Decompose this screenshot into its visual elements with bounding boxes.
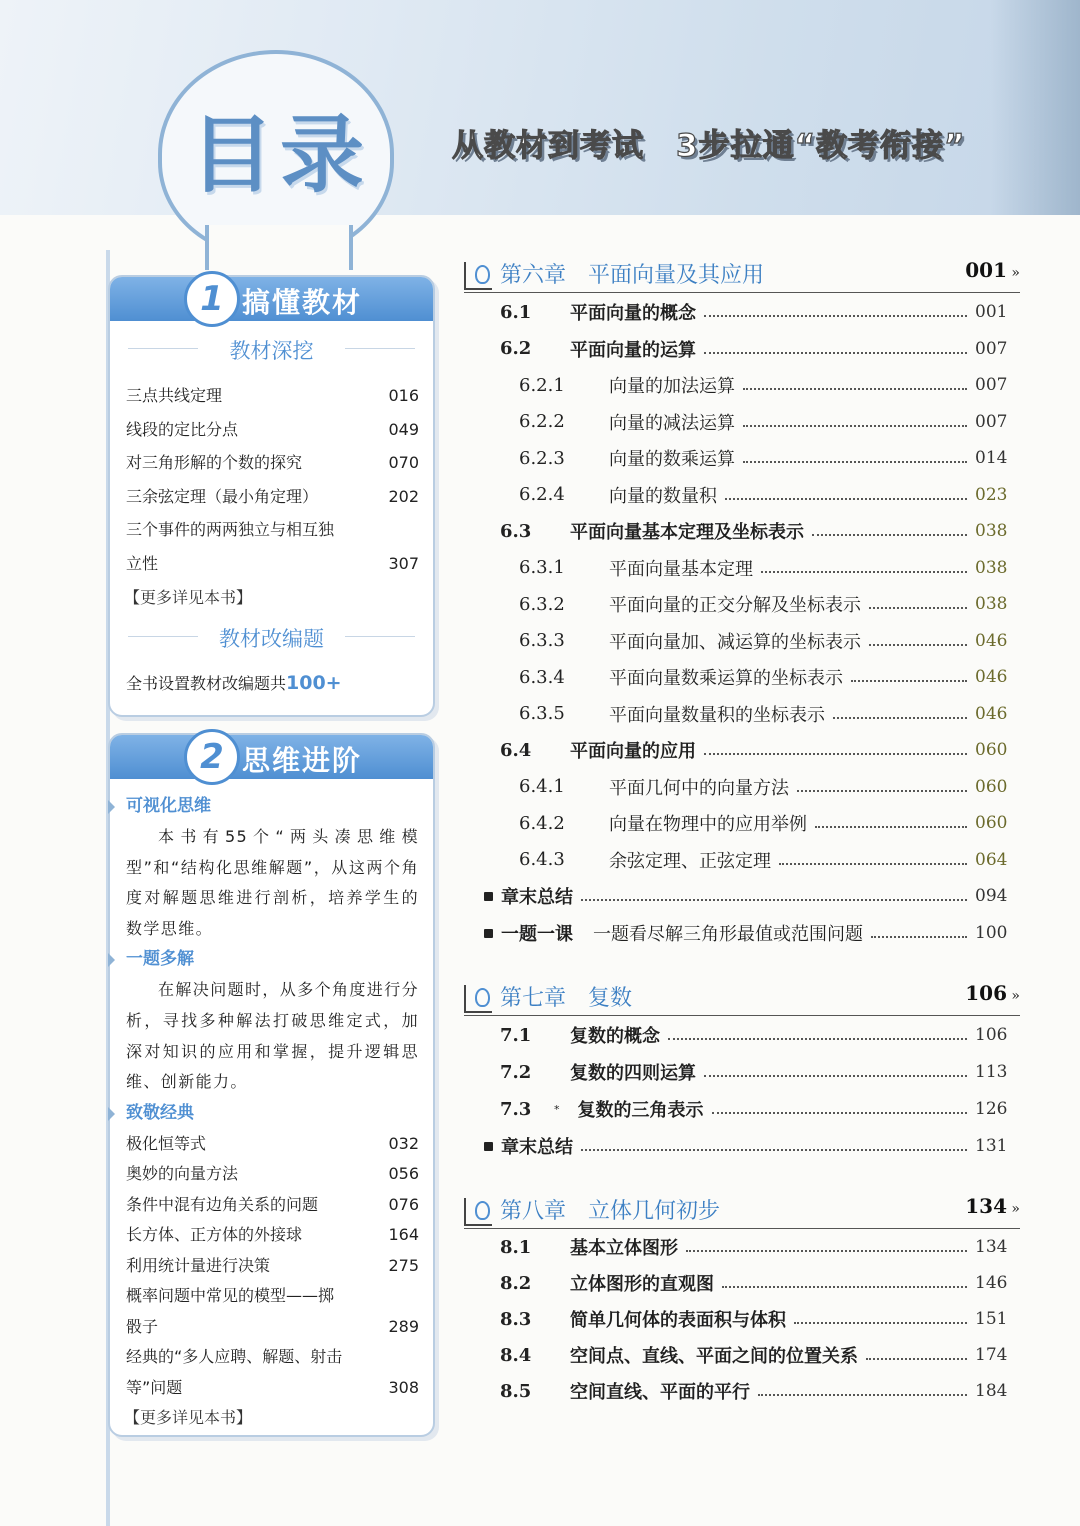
section-number: 8.1 bbox=[500, 1236, 532, 1258]
section-title: 平面向量基本定理及坐标表示 bbox=[570, 522, 804, 543]
item-label: 经典的“多人应聘、解题、射击 bbox=[126, 1347, 343, 1367]
section-title: 复数的概念 bbox=[570, 1026, 660, 1047]
section-title: 平面向量的应用 bbox=[570, 741, 696, 762]
section-title: 章末总结 bbox=[501, 1137, 573, 1158]
toc-row bbox=[464, 298, 1008, 326]
section-number: 6.2.3 bbox=[519, 447, 565, 469]
item-page: 202 bbox=[388, 486, 419, 506]
page-number: 174 bbox=[975, 1345, 1008, 1365]
panel-header bbox=[110, 277, 433, 321]
page-number: 014 bbox=[975, 448, 1008, 468]
item-label: 线段的定比分点 bbox=[126, 419, 239, 439]
leader-dots bbox=[712, 1112, 968, 1114]
item-label: 三余弦定理（最小角定理） bbox=[126, 486, 319, 506]
item-label: 奥妙的向量方法 bbox=[126, 1164, 239, 1184]
page-title: 目录 bbox=[190, 106, 371, 204]
leader-dots bbox=[704, 352, 967, 354]
page-number: 131 bbox=[975, 1136, 1008, 1156]
item-page: 308 bbox=[388, 1377, 419, 1397]
section-number: 8.5 bbox=[500, 1380, 532, 1402]
section-number: 8.3 bbox=[500, 1308, 532, 1330]
chapter-heading bbox=[464, 983, 1020, 1016]
toc-row bbox=[464, 809, 1008, 837]
section-title: 向量的减法运算 bbox=[609, 412, 735, 434]
list-item bbox=[110, 1373, 433, 1404]
item-page: 307 bbox=[388, 553, 419, 573]
section-visual-thinking: 可视化思维 bbox=[110, 791, 433, 822]
toc-row bbox=[464, 444, 1008, 472]
page-number: 113 bbox=[975, 1062, 1008, 1082]
leader-dots bbox=[812, 534, 967, 536]
toc-row bbox=[464, 1269, 1008, 1297]
section-number: 6.2.2 bbox=[519, 411, 565, 432]
panel-thinking-advance bbox=[108, 733, 435, 1437]
section-number: 6.2.1 bbox=[519, 374, 565, 396]
leader-dots bbox=[668, 1038, 967, 1040]
item-label: 利用统计量进行决策 bbox=[126, 1255, 271, 1275]
leader-dots bbox=[704, 1075, 967, 1077]
page-number: 060 bbox=[975, 776, 1008, 797]
chapter-title: 第六章 平面向量及其应用 bbox=[500, 263, 765, 288]
toc-row bbox=[464, 919, 1008, 947]
list-item bbox=[110, 480, 433, 514]
toc-row bbox=[464, 1341, 1008, 1369]
section-number: 6.2.4 bbox=[519, 484, 565, 505]
bullet-icon bbox=[484, 892, 493, 901]
section-title: 平面几何中的向量方法 bbox=[609, 777, 789, 799]
classics-list bbox=[110, 1129, 433, 1404]
toc-row bbox=[464, 517, 1008, 545]
leader-dots bbox=[581, 899, 967, 901]
leader-dots bbox=[851, 680, 967, 682]
list-item bbox=[110, 1129, 433, 1160]
leader-dots bbox=[743, 425, 967, 427]
page-number: 038 bbox=[975, 594, 1008, 614]
leader-dots bbox=[779, 863, 967, 865]
more-link: 【更多详见本书】 bbox=[124, 1408, 253, 1428]
leader-dots bbox=[869, 607, 967, 609]
toc-row bbox=[464, 481, 1008, 509]
toc-row bbox=[464, 1058, 1008, 1086]
toc-row bbox=[464, 1377, 1008, 1405]
leader-dots bbox=[815, 826, 967, 828]
leader-dots bbox=[833, 717, 967, 719]
bullet-icon bbox=[484, 929, 493, 938]
bullet-icon bbox=[484, 1142, 493, 1151]
section-title: 平面向量数量积的坐标表示 bbox=[609, 704, 825, 726]
list-item bbox=[110, 547, 433, 581]
chapter-page: 001 » bbox=[965, 258, 1020, 282]
item-page: 164 bbox=[388, 1225, 419, 1245]
toc-row bbox=[464, 1132, 1008, 1160]
section-number: 6.3.5 bbox=[519, 703, 565, 724]
note-text: 全书设置教材改编题共 bbox=[126, 673, 287, 693]
section-number: 6.1 bbox=[500, 301, 532, 323]
item-page: 032 bbox=[388, 1133, 419, 1153]
list-item bbox=[110, 1281, 433, 1312]
section-title: 空间直线、平面的平行 bbox=[570, 1382, 750, 1403]
panel-understand-textbook bbox=[108, 275, 435, 717]
item-label: 条件中混有边角关系的问题 bbox=[126, 1194, 319, 1214]
leader-dots bbox=[794, 1322, 967, 1324]
list-item bbox=[110, 1220, 433, 1251]
note-count: 100+ bbox=[286, 671, 342, 694]
leader-dots bbox=[797, 790, 967, 792]
page-number: 134 bbox=[975, 1237, 1008, 1257]
list-item bbox=[110, 413, 433, 447]
section-title: 立体图形的直观图 bbox=[570, 1274, 714, 1295]
adapted-questions-note bbox=[110, 667, 433, 701]
page-number: 146 bbox=[975, 1273, 1008, 1293]
toc-row bbox=[464, 1021, 1008, 1049]
toc-row bbox=[464, 335, 1008, 363]
subheading-adapted-questions: 教材改编题 bbox=[110, 623, 433, 653]
leader-dots bbox=[866, 1358, 967, 1360]
toc-row bbox=[464, 554, 1008, 582]
toc-row bbox=[464, 590, 1008, 618]
panel-title: 思维进阶 bbox=[242, 744, 363, 777]
leader-dots bbox=[686, 1250, 967, 1252]
list-item bbox=[110, 1159, 433, 1190]
toc-row bbox=[464, 627, 1008, 655]
section-title: 余弦定理、正弦定理 bbox=[609, 850, 771, 872]
list-item bbox=[110, 446, 433, 480]
section-title: 简单几何体的表面积与体积 bbox=[570, 1310, 786, 1331]
toc-row bbox=[464, 1233, 1008, 1261]
section-title: 向量的数量积 bbox=[609, 485, 717, 507]
list-item bbox=[110, 1342, 433, 1373]
list-item bbox=[110, 1251, 433, 1282]
page-number: 007 bbox=[975, 338, 1008, 359]
page-number: 100 bbox=[975, 923, 1008, 943]
section-number: 8.2 bbox=[500, 1272, 532, 1294]
page-number: 038 bbox=[975, 557, 1008, 578]
section-number: 7.2 bbox=[500, 1061, 532, 1083]
chapter-page: 134 » bbox=[965, 1194, 1020, 1218]
visual-thinking-text: 本书有55个“两头凑思维模型”和“结构化思维解题”，从这两个角度对解题思维进行剖析，培养学生的数学思维。 bbox=[126, 827, 419, 938]
item-label: 三点共线定理 bbox=[126, 386, 223, 405]
page-number: 038 bbox=[975, 521, 1008, 541]
page-number: 184 bbox=[975, 1381, 1008, 1401]
textbook-dig-list bbox=[110, 379, 433, 581]
section-number: 6.4.3 bbox=[519, 849, 565, 870]
section-title: 复数的三角表示 bbox=[577, 1100, 704, 1121]
item-label: 三个事件的两两独立与相互独 bbox=[126, 520, 335, 540]
toc-row bbox=[464, 1305, 1008, 1333]
panel-header bbox=[110, 735, 433, 779]
toc-row bbox=[464, 663, 1008, 691]
section-title: 向量在物理中的应用举例 bbox=[609, 814, 807, 835]
page-number: 060 bbox=[975, 813, 1008, 833]
section-title: 平面向量的概念 bbox=[570, 303, 696, 324]
leader-dots bbox=[581, 1149, 967, 1151]
panel-number: 2 bbox=[184, 729, 240, 785]
page-number: 106 bbox=[975, 1025, 1008, 1045]
list-item bbox=[110, 1312, 433, 1343]
toc-row bbox=[464, 1095, 1008, 1123]
more-link: 【更多详见本书】 bbox=[124, 587, 253, 607]
section-number: 6.2 bbox=[500, 338, 532, 359]
toc-row bbox=[464, 700, 1008, 728]
panel-number: 1 bbox=[184, 271, 240, 327]
section-title: 章末总结 bbox=[501, 887, 573, 908]
toc-row bbox=[464, 736, 1008, 764]
page-number: 094 bbox=[975, 886, 1008, 906]
section-title: 复数的四则运算 bbox=[570, 1063, 696, 1084]
chapter-page: 106 » bbox=[965, 981, 1020, 1005]
leader-dots bbox=[725, 498, 967, 500]
section-number: 6.4 bbox=[500, 739, 532, 761]
page-number: 126 bbox=[975, 1099, 1008, 1119]
list-item bbox=[110, 379, 433, 413]
item-label: 立性 bbox=[126, 553, 159, 573]
item-page: 056 bbox=[388, 1164, 419, 1184]
page-number: 007 bbox=[975, 411, 1008, 432]
section-number: 6.3 bbox=[500, 520, 532, 542]
lightbulb-icon bbox=[464, 1198, 492, 1226]
section-number: 6.3.3 bbox=[519, 630, 565, 651]
section-number: 6.3.1 bbox=[519, 557, 565, 578]
subheading-textbook-dig: 教材深挖 bbox=[110, 335, 433, 365]
leader-dots bbox=[758, 1394, 967, 1396]
item-page: 016 bbox=[388, 386, 419, 405]
item-label: 长方体、正方体的外接球 bbox=[126, 1225, 303, 1245]
leader-dots bbox=[871, 936, 967, 938]
page-number: 046 bbox=[975, 667, 1008, 687]
lightbulb-icon bbox=[464, 985, 492, 1013]
leader-dots bbox=[704, 753, 967, 755]
item-page: 289 bbox=[388, 1316, 419, 1336]
section-number: 8.4 bbox=[500, 1344, 532, 1366]
section-desc: 一题看尽解三角形最值或范围问题 bbox=[593, 924, 863, 945]
lightbulb-stem bbox=[205, 225, 353, 270]
page-curl bbox=[990, 0, 1080, 215]
page-number: 060 bbox=[975, 740, 1008, 760]
section-title: 平面向量数乘运算的坐标表示 bbox=[609, 668, 843, 689]
leader-dots bbox=[743, 461, 967, 463]
section-number: 6.4.2 bbox=[519, 812, 565, 834]
item-label: 等”问题 bbox=[126, 1377, 183, 1397]
list-item bbox=[110, 1190, 433, 1221]
item-page: 070 bbox=[388, 453, 419, 473]
section-title: 向量的数乘运算 bbox=[609, 449, 735, 470]
toc-row bbox=[464, 846, 1008, 874]
item-page: 076 bbox=[388, 1194, 419, 1214]
leader-dots bbox=[869, 644, 967, 646]
page-number: 064 bbox=[975, 849, 1008, 870]
toc-row bbox=[464, 408, 1008, 436]
section-marker: * bbox=[554, 1102, 560, 1116]
section-title: 平面向量的运算 bbox=[570, 339, 696, 361]
section-title: 一题一课 bbox=[501, 924, 573, 945]
panel-title: 搞懂教材 bbox=[242, 286, 363, 319]
page-number: 046 bbox=[975, 630, 1008, 651]
multiple-solutions-text: 在解决问题时，从多个角度进行分析，寻找多种解法打破思维定式，加深对知识的应用和掌握，提升逻辑思维、创新能力。 bbox=[126, 980, 420, 1092]
section-title: 平面向量基本定理 bbox=[609, 558, 753, 580]
section-title: 平面向量加、减运算的坐标表示 bbox=[609, 631, 861, 653]
page-number: 023 bbox=[975, 484, 1008, 505]
section-number: 6.3.4 bbox=[519, 666, 565, 688]
header-slogan: 从教材到考试 3步拉通“教考衔接” bbox=[452, 128, 966, 164]
item-page: 049 bbox=[388, 419, 419, 439]
lightbulb-icon bbox=[464, 262, 492, 290]
toc-row bbox=[464, 773, 1008, 801]
item-page: 275 bbox=[388, 1255, 419, 1275]
chapter-title: 第七章 复数 bbox=[500, 986, 633, 1011]
page-number: 151 bbox=[975, 1309, 1008, 1329]
item-label: 对三角形解的个数的探究 bbox=[126, 453, 303, 473]
page-number: 046 bbox=[975, 703, 1008, 724]
leader-dots bbox=[761, 571, 967, 573]
section-classics: 致敬经典 bbox=[110, 1098, 433, 1129]
item-label: 骰子 bbox=[126, 1316, 159, 1336]
page-number: 007 bbox=[975, 375, 1008, 395]
section-number: 6.3.2 bbox=[519, 593, 565, 615]
section-multiple-solutions: 一题多解 bbox=[110, 944, 433, 975]
leader-dots bbox=[743, 388, 967, 390]
chapter-heading bbox=[464, 260, 1020, 293]
section-number: 7.3 bbox=[500, 1098, 532, 1120]
section-number: 7.1 bbox=[500, 1024, 532, 1046]
item-label: 极化恒等式 bbox=[126, 1133, 207, 1153]
section-title: 平面向量的正交分解及坐标表示 bbox=[609, 595, 861, 616]
section-number: 6.4.1 bbox=[519, 776, 565, 797]
chapter-title: 第八章 立体几何初步 bbox=[500, 1199, 721, 1224]
leader-dots bbox=[722, 1286, 967, 1288]
section-title: 基本立体图形 bbox=[570, 1238, 678, 1259]
section-title: 向量的加法运算 bbox=[609, 376, 735, 397]
section-title: 空间点、直线、平面之间的位置关系 bbox=[570, 1346, 858, 1367]
chapter-heading bbox=[464, 1196, 1020, 1229]
page-number: 001 bbox=[975, 302, 1008, 322]
item-label: 概率问题中常见的模型——掷 bbox=[126, 1286, 335, 1306]
leader-dots bbox=[704, 315, 967, 317]
toc-row bbox=[464, 371, 1008, 399]
list-item bbox=[110, 513, 433, 547]
toc-row bbox=[464, 882, 1008, 910]
